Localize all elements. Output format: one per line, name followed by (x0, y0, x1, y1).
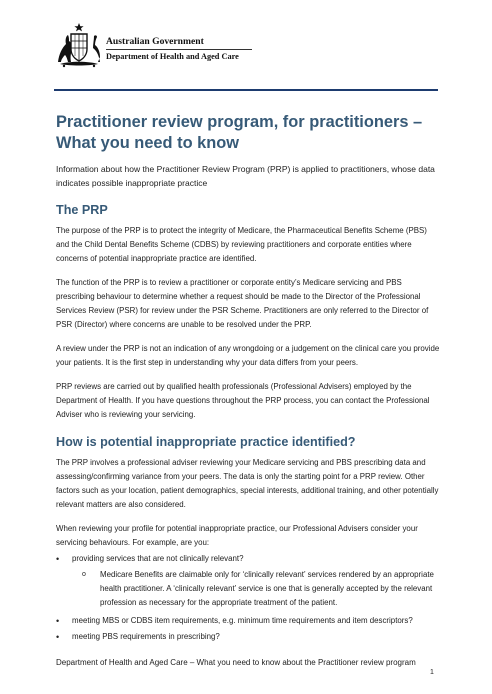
list-item-text: Medicare Benefits are claimable only for ‘clinically relevant’ services rendered by an appropriate health practitioner. A ‘clinically relevant’ service is one that is generally accepted by the relevant profession as necessary for the appropriate treatment of the patient. (100, 570, 434, 607)
header-rule (54, 89, 438, 91)
list-item (56, 568, 440, 610)
page-footer: Department of Health and Aged Care – What you need to know about the Practitioner review program (56, 658, 416, 667)
paragraph: The PRP involves a professional adviser reviewing your Medicare servicing and PBS prescribing data and assessing/confirming variance from your peers. The data is only the starting point for a PRP review. Other factors such as your location, patient demographics, special interests, additional training, and other potentially relevant matters are also considered. (56, 458, 439, 509)
section-heading-identified: How is potential inappropriate practice identified? (56, 435, 356, 449)
list-item (56, 552, 440, 566)
paragraph: The purpose of the PRP is to protect the integrity of Medicare, the Pharmaceutical Benefits Scheme (PBS) and the Child Dental Benefits Scheme (CDBS) by reviewing practitioners and corporate entities where concerns of potential inappropriate practice are identified. (56, 226, 427, 263)
list-item-text: meeting PBS requirements in prescribing? (72, 632, 220, 641)
paragraph: PRP reviews are carried out by qualified health professionals (Professional Advisers) employed by the Department of Health. If you have questions throughout the PRP process, you can contact the Professional Adviser who is reviewing your servicing. (56, 382, 430, 419)
department-name: Department of Health and Aged Care (106, 52, 239, 61)
government-name: Australian Government (106, 36, 204, 47)
list-item-text: meeting MBS or CDBS item requirements, e.g. minimum time requirements and item descriptors? (72, 616, 413, 625)
page-title: Practitioner review program, for practitioners – What you need to know (56, 113, 423, 152)
paragraph: A review under the PRP is not an indication of any wrongdoing or a judgement on the clinical care you provide your patients. It is the first step in understanding why your data differs from your peers. (56, 344, 440, 367)
page-number: 1 (430, 669, 434, 676)
list-item (56, 614, 440, 628)
logo-divider (106, 49, 252, 50)
criteria-list (56, 552, 440, 644)
bullet-icon: • (56, 632, 60, 642)
government-logo (54, 22, 254, 68)
sub-bullet-icon: o (82, 571, 86, 578)
page-subtitle: Information about how the Practitioner Review Program (PRP) is applied to practitioners, whose data indicates possible inappropriate practice (56, 164, 435, 188)
bullet-icon: • (56, 616, 60, 626)
coat-of-arms-icon (54, 22, 104, 68)
bullet-icon: • (56, 554, 60, 564)
section-heading-prp: The PRP (56, 203, 108, 217)
list-item (56, 630, 440, 644)
document-body (56, 112, 440, 644)
list-item-text: providing services that are not clinically relevant? (72, 554, 244, 563)
paragraph: When reviewing your profile for potential inappropriate practice, our Professional Advisers consider your servicing behaviours. For example, are you: (56, 524, 418, 547)
paragraph: The function of the PRP is to review a practitioner or corporate entity’s Medicare servicing and PBS prescribing behaviour to determine whether a request should be made to the Director of the Professional Services Review (PSR) for review under the PSR Scheme. Practitioners are only referred to the Director of PSR (Director) where concerns are unable to be resolved under the PRP. (56, 278, 429, 329)
